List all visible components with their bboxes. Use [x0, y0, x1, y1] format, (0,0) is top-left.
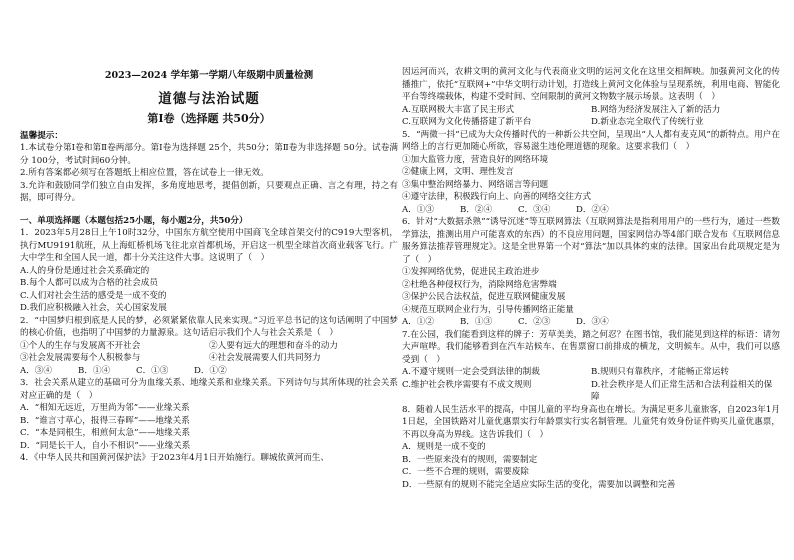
notice-item-1: 1.本试卷分第Ⅰ卷和第Ⅱ卷两部分。第Ⅰ卷为选择题 25个，共50分；第Ⅱ卷为非选择题 50分。试卷满分 100分，考试时间60分钟。 — [20, 143, 398, 166]
q5-option-b: B．②④ — [460, 204, 493, 215]
section-title: 一、单项选择题（本题包括25小题，每小题2分，共50分） — [20, 215, 248, 226]
q6-sub-3: ③保护公民合法权益，促进互联网健康发展 — [402, 292, 566, 302]
q6-stem: 6．针对“大数据杀熟”“诱导沉迷”等互联网算法（互联网算法是指利用用户的一些行为，通过一些数学算法，推测出用户可能喜欢的东西）的不良应用问题，国家网信办等4部门联合发布《互联网信息服务算法推荐管理规定》。这是全世界第一个对“算法”加以具体约束的法律。国家出台此项规定是为了（ ） — [402, 217, 780, 265]
q4-options-row-2 — [402, 116, 780, 129]
q1-option-c: C.人们对社会生活的感受是一成不变的 — [20, 290, 167, 301]
right-column — [402, 66, 780, 491]
q2-sub-3: ③社会发展需要每个人积极参与 — [20, 353, 141, 363]
q2-option-b: B．①④ — [78, 365, 111, 376]
q6-option-b: B．①③ — [460, 317, 493, 327]
q3-stem: 3．社会关系从建立的基础可分为血缘关系、地缘关系和业缘关系。下列诗句与其所体现的社会关系对应正确的是（ ） — [20, 378, 398, 401]
q2-sub-1: ①个人的生存与发展离不开社会 — [20, 340, 141, 351]
q1-stem: 1．2023年5月28日上午10时32分，中国东方航空使用中国商飞全球首架交付的C919大型客机，执行MU9191航班，从上海虹桥机场飞往北京首都机场，开启这一机型全球首次商业载客飞行。广大中学生和全国人民一道，都十分关注这件大事。这说明了（ ） — [20, 228, 398, 263]
q7-options-row-1 — [402, 366, 780, 379]
q6-option-d: D．③④ — [576, 317, 609, 327]
q2-option-a: A．③④ — [20, 365, 52, 376]
q3-option-a: A．“相知无远近，万里尚为邻”——业缘关系 — [20, 403, 190, 413]
q4-stem-start: 4．《中华人民共和国黄河保护法》于2023年4月1日开始施行。聊城依黄河而生、 — [20, 453, 329, 463]
q4-option-b: B.网络为经济发展注入了新的活力 — [591, 104, 721, 115]
q5-options — [402, 204, 780, 217]
q7-option-b: B.规则只有靠秩序，才能畅正常运转 — [591, 367, 729, 377]
q2-option-d: D．①② — [194, 365, 227, 376]
q2-stem: 2．“中国梦归根到底是人民的梦，必须紧紧依靠人民来实现。”习近平总书记的这句话阐明了中国梦的核心价值，也指明了中国梦的力量源泉。这句话启示我们个人与社会关系是（ ） — [20, 315, 398, 338]
q3-option-b: B．“谁言寸草心，报得三春晖”——地缘关系 — [20, 415, 190, 426]
q8-option-d: D．一些原有的规则不能完全适应实际生活的变化，需要加以调整和完善 — [402, 479, 676, 490]
notice-item-2: 2.所有答案都必须写在答题纸上相应位置，答在试卷上一律无效。 — [20, 168, 269, 178]
part-title: 第Ⅰ卷（选择题 共50分） — [147, 112, 271, 125]
q6-sub-2: ②杜绝各种侵权行为，消除网络危害弊端 — [402, 279, 557, 290]
q4-options-row-1 — [402, 104, 780, 117]
q6-option-c: C．②③ — [518, 317, 551, 327]
q7-options-row-2 — [402, 379, 780, 404]
notice-item-3: 3.允许和鼓励同学们独立自由发挥，多角度地思考，提倡创新，只要观点正确、言之有理，持之有据，即可得分。 — [20, 180, 398, 203]
q5-sub-4: ④遵守法律，积极践行向上、向善的网络交往方式 — [402, 192, 592, 202]
q2-sub-4: ④社会发展需要人们共同努力 — [209, 353, 321, 363]
q5-option-d: D．②④ — [576, 204, 609, 215]
q5-option-c: C．③④ — [518, 204, 551, 215]
q4-stem-cont: 因运河而兴，农耕文明的黄河文化与代表商业文明的运河文化在这里交相辉映。加强黄河文化的传播推广，依托“互联网+”中华文明行动计划，打造线上黄河文化体验与呈现系统，利用电商、智能化平台等终端载体，构建不受时间、空间限制的黄河文物数字展示场景。这表明（ ） — [402, 67, 780, 102]
q1-option-d: D.我们应积极融入社会，关心国家发展 — [20, 303, 167, 313]
q3-option-c: C．“本是同根生，相煎何太急”——地缘关系 — [20, 428, 191, 438]
q3-option-d: D．“同是长干人，自小不相识”——业缘关系 — [20, 440, 191, 451]
q8-stem: 8．随着人民生活水平的提高，中国儿童的平均身高也在增长。为满足更多儿童旅客，自2023年1月1日起，全国铁路对儿童优惠票实行年龄票实行实名制管理。儿童凭有效身份证件购买儿童优惠票，不再以身高为界线。这告诉我们（ ） — [402, 404, 780, 440]
exam-title: 2023—2024 学年第一学期八年级期中质量检测 — [104, 70, 314, 81]
q7-option-c: C.维护社会秩序需要有不成文规则 — [402, 379, 532, 390]
q2-sub-2: ②人要有远大的理想和奋斗的动力 — [209, 340, 338, 351]
q6-sub-4: ④规范互联网企业行为，引导传播网络正能量 — [402, 304, 574, 315]
q1-option-b: B.每个人都可以成为合格的社会成员 — [20, 278, 158, 288]
q6-options — [402, 316, 780, 329]
q2-sub-row-2 — [20, 352, 398, 365]
q6-option-a: A．①② — [402, 317, 434, 327]
q7-option-a: A.不遵守规则一定会受到法律的制裁 — [402, 367, 540, 377]
q2-sub-row-1 — [20, 340, 398, 353]
q5-option-a: A．①③ — [402, 204, 434, 215]
q5-sub-3: ③集中整治网络暴力、网络谣言等问题 — [402, 179, 549, 190]
q4-option-c: C.互联网为文化传播搭建了新平台 — [402, 117, 532, 127]
q7-stem: 7.在公园，我们能看到这样的牌子：芳草美美，踏之何忍？在图书馆，我们能见到这样的标语：请勿大声喧哗。我们能够看到在汽车站候车、在售票窗口前排成的横龙，文明候车。从中，我们可以感受到（ ） — [402, 329, 780, 365]
q4-option-d: D.新业态完全取代了传统行业 — [591, 117, 704, 127]
q8-option-c: C．一些不合理的规则，需要废除 — [402, 467, 529, 477]
q2-options — [20, 365, 398, 378]
q8-option-a: A．规则是一成不变的 — [402, 442, 486, 452]
q5-sub-2: ②健康上网，文明、理性发言 — [402, 167, 514, 177]
left-column — [20, 70, 398, 465]
q7-option-d: D.社会秩序是人们正常生活和合法利益相关的保障 — [591, 379, 773, 402]
q6-sub-1: ①发挥网络优势，促进民主政治进步 — [402, 267, 540, 277]
q4-option-a: A.互联网极大丰富了民主形式 — [402, 104, 515, 115]
q5-stem: 5．“两微一抖”已成为大众传播时代的一种新公共空间，呈现出“人人都有麦克风”的新特点。用户在网络上的言行更加随心所欲，容易滋生违伦理道德的现象。这要求我们（ ） — [402, 129, 780, 152]
q8-option-b: B．一些原来没有的规则，需要制定 — [402, 454, 538, 465]
q2-option-c: C．①③ — [136, 365, 169, 376]
notice-label: 温馨提示： — [20, 130, 63, 141]
subject-title: 道德与法治试题 — [158, 90, 260, 107]
q5-sub-1: ①加大监管力度，营造良好的网络环境 — [402, 154, 549, 165]
q1-option-a: A.人的身份是通过社会关系确定的 — [20, 265, 150, 276]
